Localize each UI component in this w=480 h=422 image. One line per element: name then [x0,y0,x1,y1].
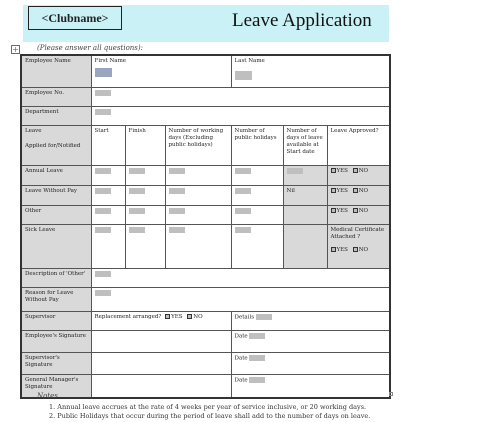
last-name-field[interactable] [235,71,252,80]
supervisor-signature-field[interactable] [91,352,231,374]
instructions: (Please answer all questions): [37,44,143,52]
start-header: Start [91,125,125,165]
date-label: Date [234,333,248,339]
sick-start-field[interactable] [95,227,111,233]
annual-leave-label: Annual Leave [21,165,91,185]
sick-yes-checkbox[interactable] [331,247,336,252]
department-label: Department [21,106,91,125]
first-name-field[interactable] [95,68,112,77]
table-move-handle-icon[interactable]: + [12,45,19,54]
no-label: NO [358,207,369,214]
leave-form-table [20,54,391,399]
reason-lwp-field[interactable] [95,290,111,296]
lwp-no-checkbox[interactable] [353,188,358,193]
supervisor-date-field[interactable] [249,355,265,361]
leave-label: Leave [25,127,42,134]
first-name-label: First Name [94,58,127,64]
first-name-cell [91,55,231,87]
finish-header: Finish [125,125,165,165]
yes-label: YES [336,167,348,174]
annual-start-field[interactable] [95,168,111,174]
medical-certificate-label: Medical Certificate Attached ? [330,226,385,240]
yes-label: YES [336,187,348,194]
sick-no-checkbox[interactable] [353,247,358,252]
notes-heading: Notes [37,392,58,400]
employee-signature-field[interactable] [91,330,231,352]
clubname-box[interactable]: <Clubname> [28,6,122,30]
other-finish-field[interactable] [129,208,145,214]
table-resize-handle[interactable] [389,392,393,396]
annual-working-days-field[interactable] [169,168,185,174]
other-public-holidays-field[interactable] [235,208,251,214]
employee-name-label: Employee Name [21,55,91,87]
details-field[interactable] [256,314,272,320]
details-label: Details [234,314,255,320]
applied-for-label: Applied for/Notified [25,142,81,149]
lwp-working-days-field[interactable] [169,188,185,194]
description-other-label: Description of 'Other' [21,268,91,287]
sick-leave-label: Sick Leave [21,224,91,268]
no-label: NO [358,187,369,194]
supervisor-label: Supervisor [21,311,91,330]
note-item: 2. Public Holidays that occur during the period of leave shall add to the number of days on leave. [49,412,371,420]
replacement-arranged-label: Replacement arranged? [94,313,162,320]
replacement-no-checkbox[interactable] [187,314,192,319]
days-available-header: Number of days of leave available at Start date [283,125,327,165]
supervisor-signature-label: Supervisor's Signature [21,352,91,374]
reason-lwp-label: Reason for Leave Without Pay [21,287,91,311]
gm-signature-label: General Manager's Signature [21,374,91,398]
working-days-header: Number of working days (Excluding public holidays) [165,125,231,165]
replacement-yes-checkbox[interactable] [165,314,170,319]
leave-header-label [21,125,91,165]
description-other-field[interactable] [95,271,111,277]
other-start-field[interactable] [95,208,111,214]
no-label: NO [358,167,369,174]
annual-yes-checkbox[interactable] [331,168,336,173]
lwp-nil-value: Nil [283,185,327,205]
gm-signature-field[interactable] [91,374,231,398]
approved-header: Leave Approved? [327,125,390,165]
leave-without-pay-label: Leave Without Pay [21,185,91,205]
other-yes-checkbox[interactable] [331,208,336,213]
date-label: Date [234,355,248,361]
sick-working-days-field[interactable] [169,227,185,233]
last-name-label: Last Name [234,58,265,64]
public-holidays-header: Number of public holidays [231,125,283,165]
annual-days-available-field[interactable] [287,168,303,174]
other-label: Other [21,205,91,224]
annual-finish-field[interactable] [129,168,145,174]
employee-date-field[interactable] [249,333,265,339]
last-name-cell [231,55,390,87]
lwp-yes-checkbox[interactable] [331,188,336,193]
lwp-finish-field[interactable] [129,188,145,194]
annual-public-holidays-field[interactable] [235,168,251,174]
gm-date-field[interactable] [249,377,265,383]
sick-public-holidays-field[interactable] [235,227,251,233]
employee-no-label: Employee No. [21,87,91,106]
note-item: 1. Annual leave accrues at the rate of 4 weeks per year of service inclusive, or 20 working days. [49,403,367,411]
yes-label: YES [336,207,348,214]
lwp-public-holidays-field[interactable] [235,188,251,194]
lwp-start-field[interactable] [95,188,111,194]
other-no-checkbox[interactable] [353,208,358,213]
page-title: Leave Application [232,10,372,31]
date-label: Date [234,377,248,383]
no-label: NO [193,313,203,320]
no-label: NO [358,246,369,253]
yes-label: YES [336,246,348,253]
employee-no-field[interactable] [95,90,111,96]
yes-label: YES [171,313,183,320]
department-field[interactable] [95,109,111,115]
other-working-days-field[interactable] [169,208,185,214]
employee-signature-label: Employee's Signature [21,330,91,352]
sick-finish-field[interactable] [129,227,145,233]
annual-no-checkbox[interactable] [353,168,358,173]
